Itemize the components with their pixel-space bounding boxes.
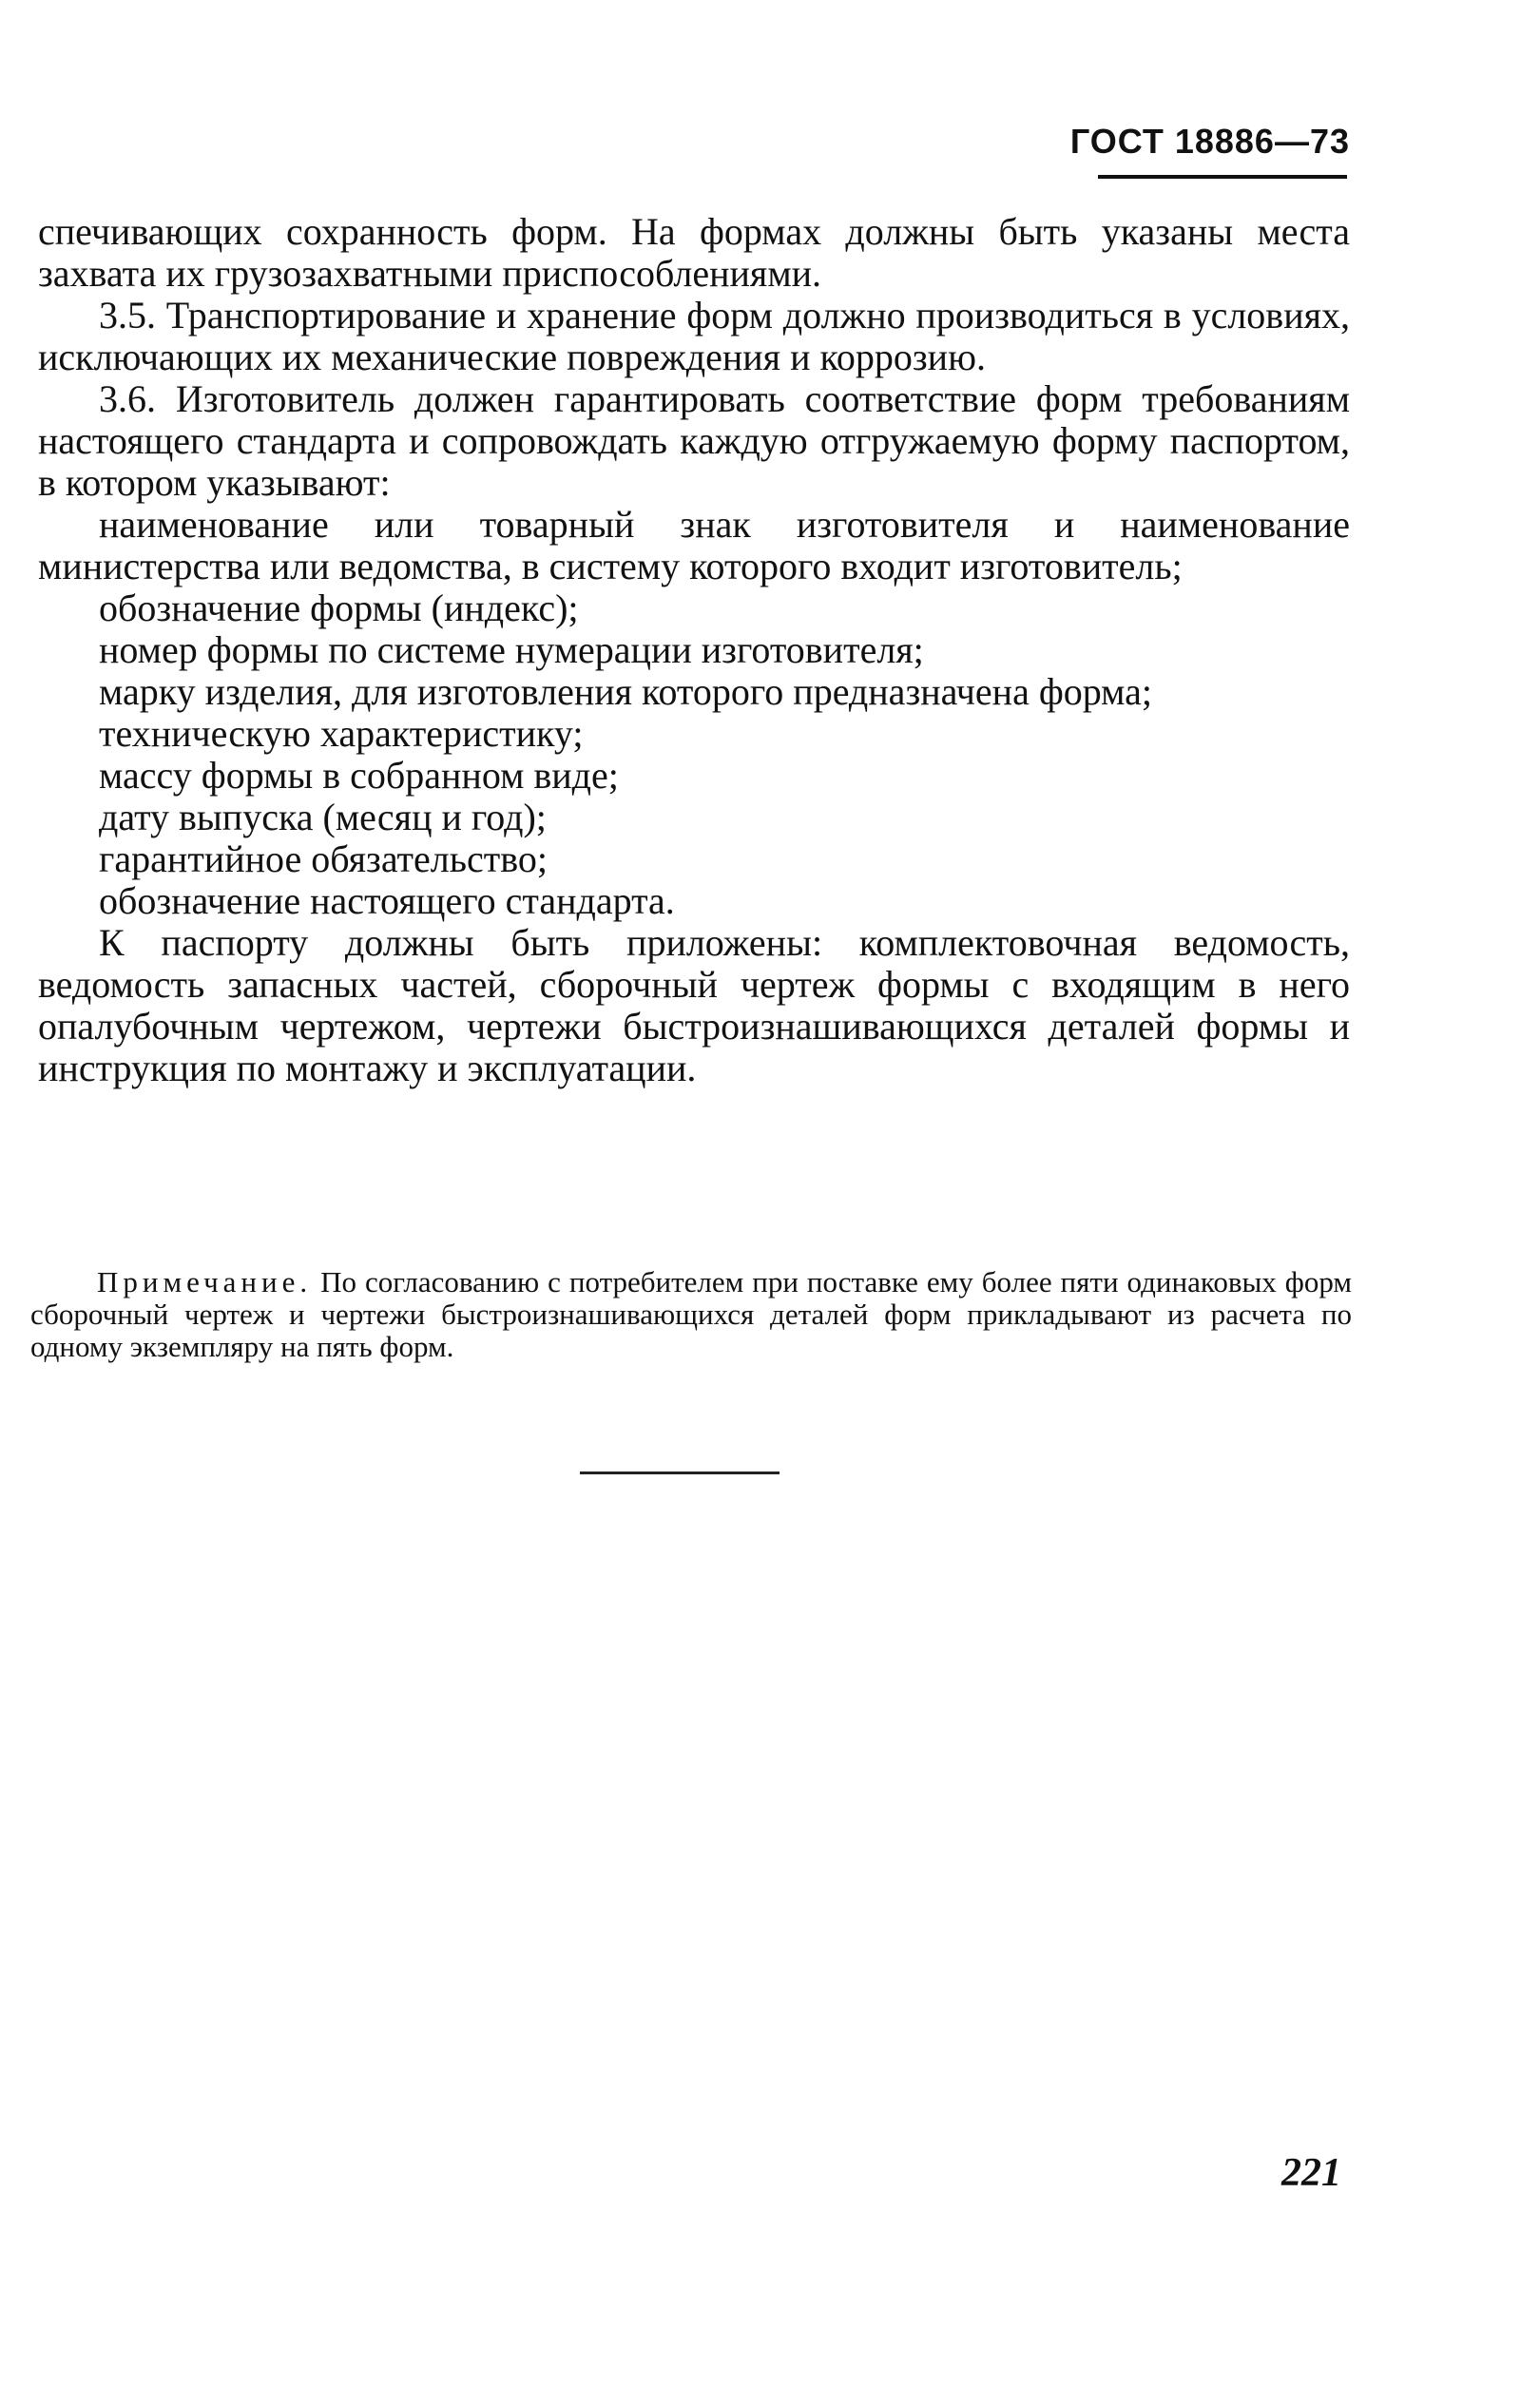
paragraph-continuation: спечивающих сохранность форм. На формах должны быть указаны места захвата их грузозахватными приспособлениями. bbox=[38, 210, 1350, 295]
list-item-specification: техническую характеристику; bbox=[99, 712, 584, 755]
list-item-form-number: номер формы по системе нумерации изготовителя; bbox=[99, 628, 924, 671]
paragraph-3-6: 3.6. Изготовитель должен гарантировать соответствие форм требованиям настоящего стандарта и сопровождать каждую отгружаемую форму паспортом, в котором указывают: bbox=[38, 377, 1350, 504]
list-item-warranty: гарантийное обязательство; bbox=[99, 837, 548, 880]
note-text: По согласованию с потребителем при поставке ему более пяти одинаковых форм сборочный чертеж и чертежи быстроизнашивающихся деталей форм прикладывают из расчета по одному экземпляру на пять форм. bbox=[30, 1265, 1353, 1363]
section-divider bbox=[580, 1471, 780, 1474]
header-underline bbox=[1098, 175, 1347, 179]
list-item-form-designation: обозначение формы (индекс); bbox=[99, 587, 579, 629]
standard-code-header: ГОСТ 18886—73 bbox=[1069, 122, 1350, 161]
list-item-standard-designation: обозначение настоящего стандарта. bbox=[99, 879, 675, 922]
list-item-mass: массу формы в собранном виде; bbox=[99, 754, 619, 797]
note-block bbox=[30, 1266, 1352, 1363]
list-item-release-date: дату выпуска (месяц и год); bbox=[99, 796, 547, 838]
paragraph-attachments: К паспорту должны быть приложены: комплектовочная ведомость, ведомость запасных частей, сборочный чертеж формы с входящим в него опалубочным чертежом, чертежи быстроизнашивающихся деталей формы и инструкция по монтажу и эксплуатации. bbox=[38, 921, 1350, 1089]
list-item-manufacturer: наименование или товарный знак изготовителя и наименование министерства или ведомства, в систему которого входит изготовитель; bbox=[38, 503, 1350, 587]
note-label: Примечание. bbox=[97, 1265, 313, 1298]
main-text bbox=[38, 211, 1350, 1089]
page-number: 221 bbox=[1281, 2151, 1341, 2195]
list-item-product-mark: марку изделия, для изготовления которого предназначена форма; bbox=[99, 670, 1153, 713]
paragraph-3-5: 3.5. Транспортирование и хранение форм должно производиться в условиях, исключающих их механические повреждения и коррозию. bbox=[38, 294, 1350, 378]
